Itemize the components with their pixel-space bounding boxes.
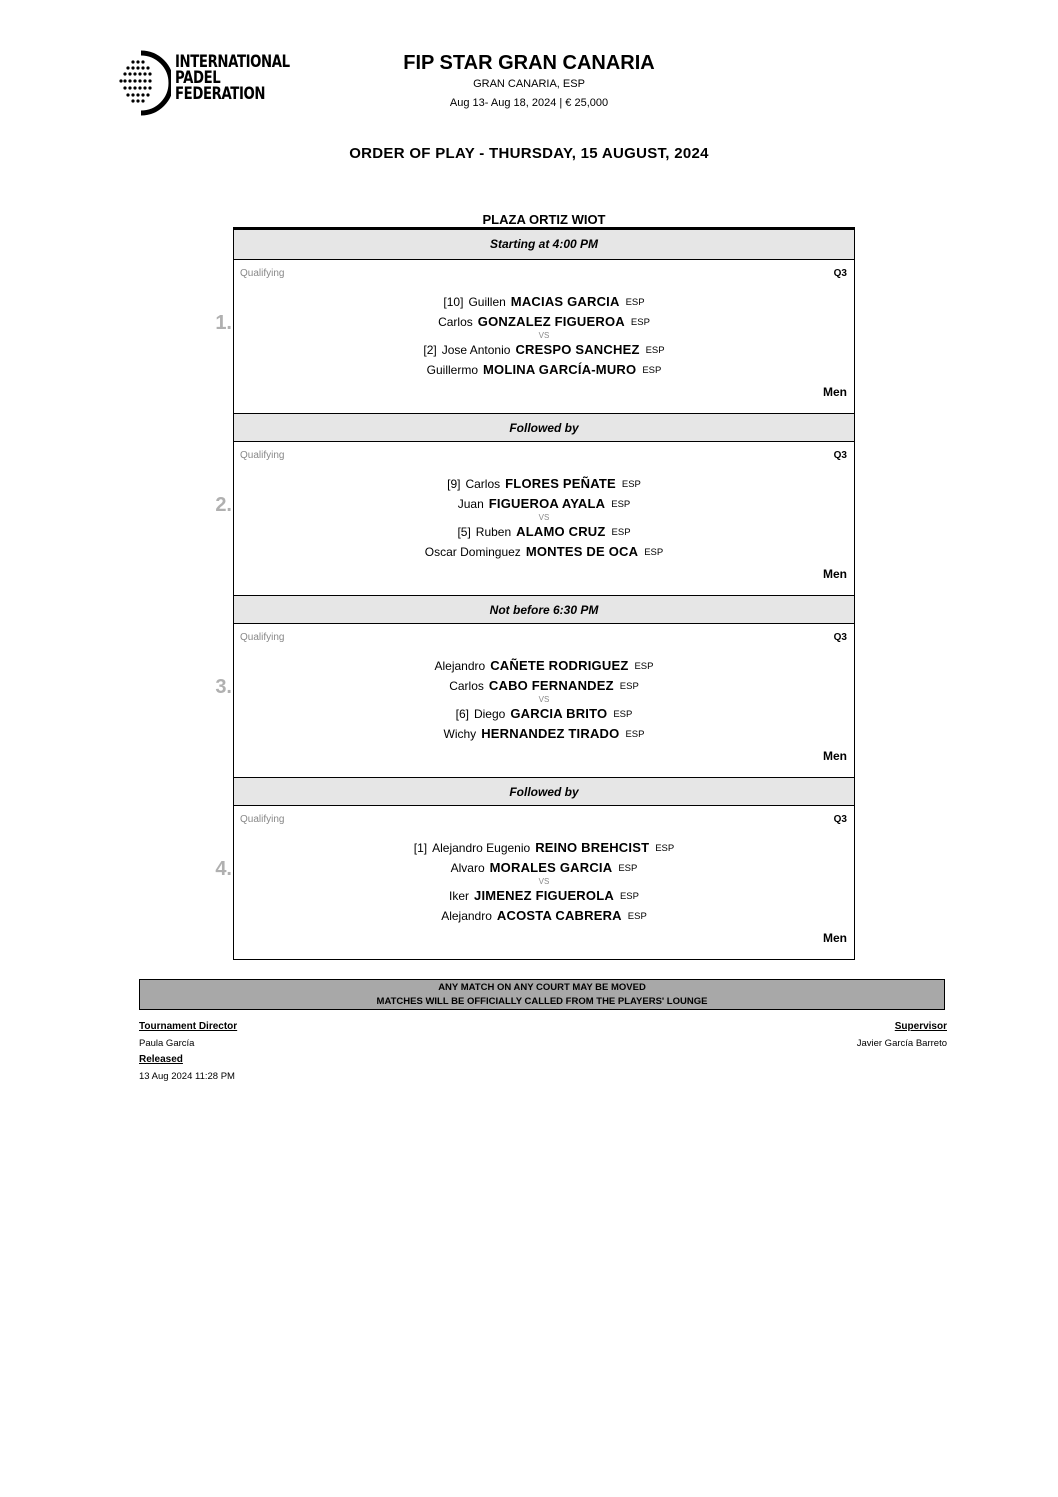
player-first-name: Guillen bbox=[468, 295, 506, 309]
player-nationality: ESP bbox=[625, 297, 645, 308]
vs-label: VS bbox=[538, 331, 550, 340]
player-first-name: Diego bbox=[473, 707, 506, 721]
court-name: PLAZA ORTIZ WIOT bbox=[482, 212, 606, 227]
match-players bbox=[234, 838, 854, 926]
player-row bbox=[234, 724, 854, 744]
released-value: 13 Aug 2024 11:28 PM bbox=[139, 1071, 235, 1082]
player-first-name: Alejandro bbox=[441, 909, 492, 923]
player-seed: [6] bbox=[455, 707, 469, 721]
match-type: Qualifying bbox=[240, 450, 285, 461]
player-row bbox=[234, 292, 854, 312]
match-players bbox=[234, 656, 854, 744]
player-last-name: CABO FERNANDEZ bbox=[488, 678, 614, 693]
player-nationality: ESP bbox=[621, 479, 641, 490]
match-players bbox=[234, 474, 854, 562]
tournament-location: GRAN CANARIA, ESP bbox=[473, 78, 585, 90]
player-first-name: Carlos bbox=[465, 477, 501, 491]
player-last-name: REINO BREHCIST bbox=[535, 840, 650, 855]
notice-line-2: MATCHES WILL BE OFFICIALLY CALLED FROM THE PLAYERS' LOUNGE bbox=[376, 996, 708, 1007]
player-nationality: ESP bbox=[625, 729, 645, 740]
player-row bbox=[234, 886, 854, 906]
player-first-name: Jose Antonio bbox=[441, 343, 511, 357]
logo-line-1: INTERNATIONAL bbox=[175, 52, 290, 72]
match-players bbox=[234, 292, 854, 380]
player-nationality: ESP bbox=[613, 709, 633, 720]
released-label: Released bbox=[139, 1054, 183, 1065]
player-last-name: MORALES GARCIA bbox=[489, 860, 613, 875]
player-row bbox=[234, 474, 854, 494]
match-round: Q3 bbox=[833, 632, 847, 643]
player-nationality: ESP bbox=[645, 345, 665, 356]
time-slot-header: Followed by bbox=[234, 413, 854, 442]
fip-globe-icon bbox=[119, 50, 171, 116]
match-round: Q3 bbox=[833, 814, 847, 825]
player-last-name: HERNANDEZ TIRADO bbox=[481, 726, 620, 741]
player-first-name: Alejandro Eugenio bbox=[432, 841, 531, 855]
director-name: Paula García bbox=[139, 1038, 195, 1049]
player-first-name: Alvaro bbox=[450, 861, 485, 875]
player-nationality: ESP bbox=[619, 681, 639, 692]
player-seed: [2] bbox=[423, 343, 437, 357]
match-number: 4. bbox=[215, 858, 232, 880]
player-row bbox=[234, 542, 854, 562]
match-round: Q3 bbox=[833, 268, 847, 279]
time-slot-header: Followed by bbox=[234, 777, 854, 806]
player-nationality: ESP bbox=[655, 843, 675, 854]
match-card bbox=[215, 624, 854, 777]
player-row bbox=[234, 858, 854, 878]
player-nationality: ESP bbox=[634, 661, 654, 672]
player-seed: [5] bbox=[457, 525, 471, 539]
time-slot-header: Starting at 4:00 PM bbox=[234, 230, 854, 260]
match-number: 2. bbox=[215, 494, 232, 516]
match-card bbox=[215, 806, 854, 959]
match-category: Men bbox=[823, 567, 847, 581]
player-last-name: GONZALEZ FIGUEROA bbox=[477, 314, 625, 329]
tournament-dates: Aug 13- Aug 18, 2024 | € 25,000 bbox=[449, 97, 609, 109]
tournament-title: FIP STAR GRAN CANARIA bbox=[403, 52, 655, 74]
match-category: Men bbox=[823, 749, 847, 763]
player-row bbox=[234, 704, 854, 724]
match-card bbox=[215, 442, 854, 595]
vs-label: VS bbox=[538, 877, 550, 886]
director-label: Tournament Director bbox=[139, 1021, 238, 1032]
player-first-name: Oscar Dominguez bbox=[424, 545, 521, 559]
player-nationality: ESP bbox=[611, 499, 631, 510]
player-last-name: ALAMO CRUZ bbox=[516, 524, 606, 539]
vs-label: VS bbox=[538, 513, 550, 522]
player-row bbox=[234, 838, 854, 858]
player-nationality: ESP bbox=[630, 317, 650, 328]
player-row bbox=[234, 656, 854, 676]
player-seed: [9] bbox=[447, 477, 461, 491]
logo-line-2: PADEL bbox=[175, 68, 221, 88]
player-last-name: FIGUEROA AYALA bbox=[488, 496, 606, 511]
player-last-name: CAÑETE RODRIGUEZ bbox=[490, 658, 629, 673]
player-row bbox=[234, 360, 854, 380]
notice-box bbox=[139, 979, 945, 1010]
logo-line-3: FEDERATION bbox=[175, 84, 266, 104]
match-card bbox=[215, 260, 854, 413]
player-first-name: Wichy bbox=[443, 727, 477, 741]
player-first-name: Ruben bbox=[475, 525, 512, 539]
player-row bbox=[234, 522, 854, 542]
player-last-name: JIMENEZ FIGUEROLA bbox=[474, 888, 614, 903]
player-first-name: Carlos bbox=[449, 679, 484, 693]
match-number: 1. bbox=[215, 312, 232, 334]
player-last-name: MACIAS GARCIA bbox=[510, 294, 620, 309]
player-row bbox=[234, 906, 854, 926]
fip-logo bbox=[119, 50, 289, 116]
order-of-play-title: ORDER OF PLAY - THURSDAY, 15 AUGUST, 2024 bbox=[349, 145, 709, 162]
player-first-name: Juan bbox=[457, 497, 484, 511]
time-slot-header: Not before 6:30 PM bbox=[234, 595, 854, 624]
player-last-name: ACOSTA CABRERA bbox=[496, 908, 622, 923]
notice-line-1: ANY MATCH ON ANY COURT MAY BE MOVED bbox=[438, 982, 646, 993]
player-row bbox=[234, 340, 854, 360]
player-nationality: ESP bbox=[644, 547, 664, 558]
player-nationality: ESP bbox=[627, 911, 647, 922]
match-type: Qualifying bbox=[240, 632, 285, 643]
player-row bbox=[234, 676, 854, 696]
player-first-name: Alejandro bbox=[434, 659, 486, 673]
player-first-name: Guillermo bbox=[426, 363, 478, 377]
logo-wordmark bbox=[175, 54, 290, 102]
schedule-grid bbox=[215, 230, 855, 960]
vs-label: VS bbox=[538, 695, 550, 704]
match-number: 3. bbox=[215, 676, 232, 698]
player-seed: [1] bbox=[413, 841, 428, 855]
player-seed: [10] bbox=[443, 295, 464, 309]
player-last-name: MOLINA GARCÍA-MURO bbox=[483, 362, 637, 377]
player-last-name: MONTES DE OCA bbox=[525, 544, 639, 559]
match-category: Men bbox=[823, 385, 847, 399]
player-nationality: ESP bbox=[611, 527, 631, 538]
supervisor-label: Supervisor bbox=[894, 1021, 947, 1032]
player-row bbox=[234, 494, 854, 514]
match-category: Men bbox=[823, 931, 847, 945]
player-nationality: ESP bbox=[619, 891, 639, 902]
match-type: Qualifying bbox=[240, 814, 285, 825]
player-last-name: GARCIA BRITO bbox=[510, 706, 608, 721]
match-round: Q3 bbox=[833, 450, 847, 461]
player-first-name: Iker bbox=[449, 889, 470, 903]
player-last-name: FLORES PEÑATE bbox=[505, 476, 616, 491]
player-nationality: ESP bbox=[618, 863, 638, 874]
match-type: Qualifying bbox=[240, 268, 285, 279]
player-last-name: CRESPO SANCHEZ bbox=[515, 342, 640, 357]
supervisor-name: Javier García Barreto bbox=[856, 1038, 947, 1049]
player-row bbox=[234, 312, 854, 332]
player-nationality: ESP bbox=[642, 365, 662, 376]
player-first-name: Carlos bbox=[438, 315, 473, 329]
